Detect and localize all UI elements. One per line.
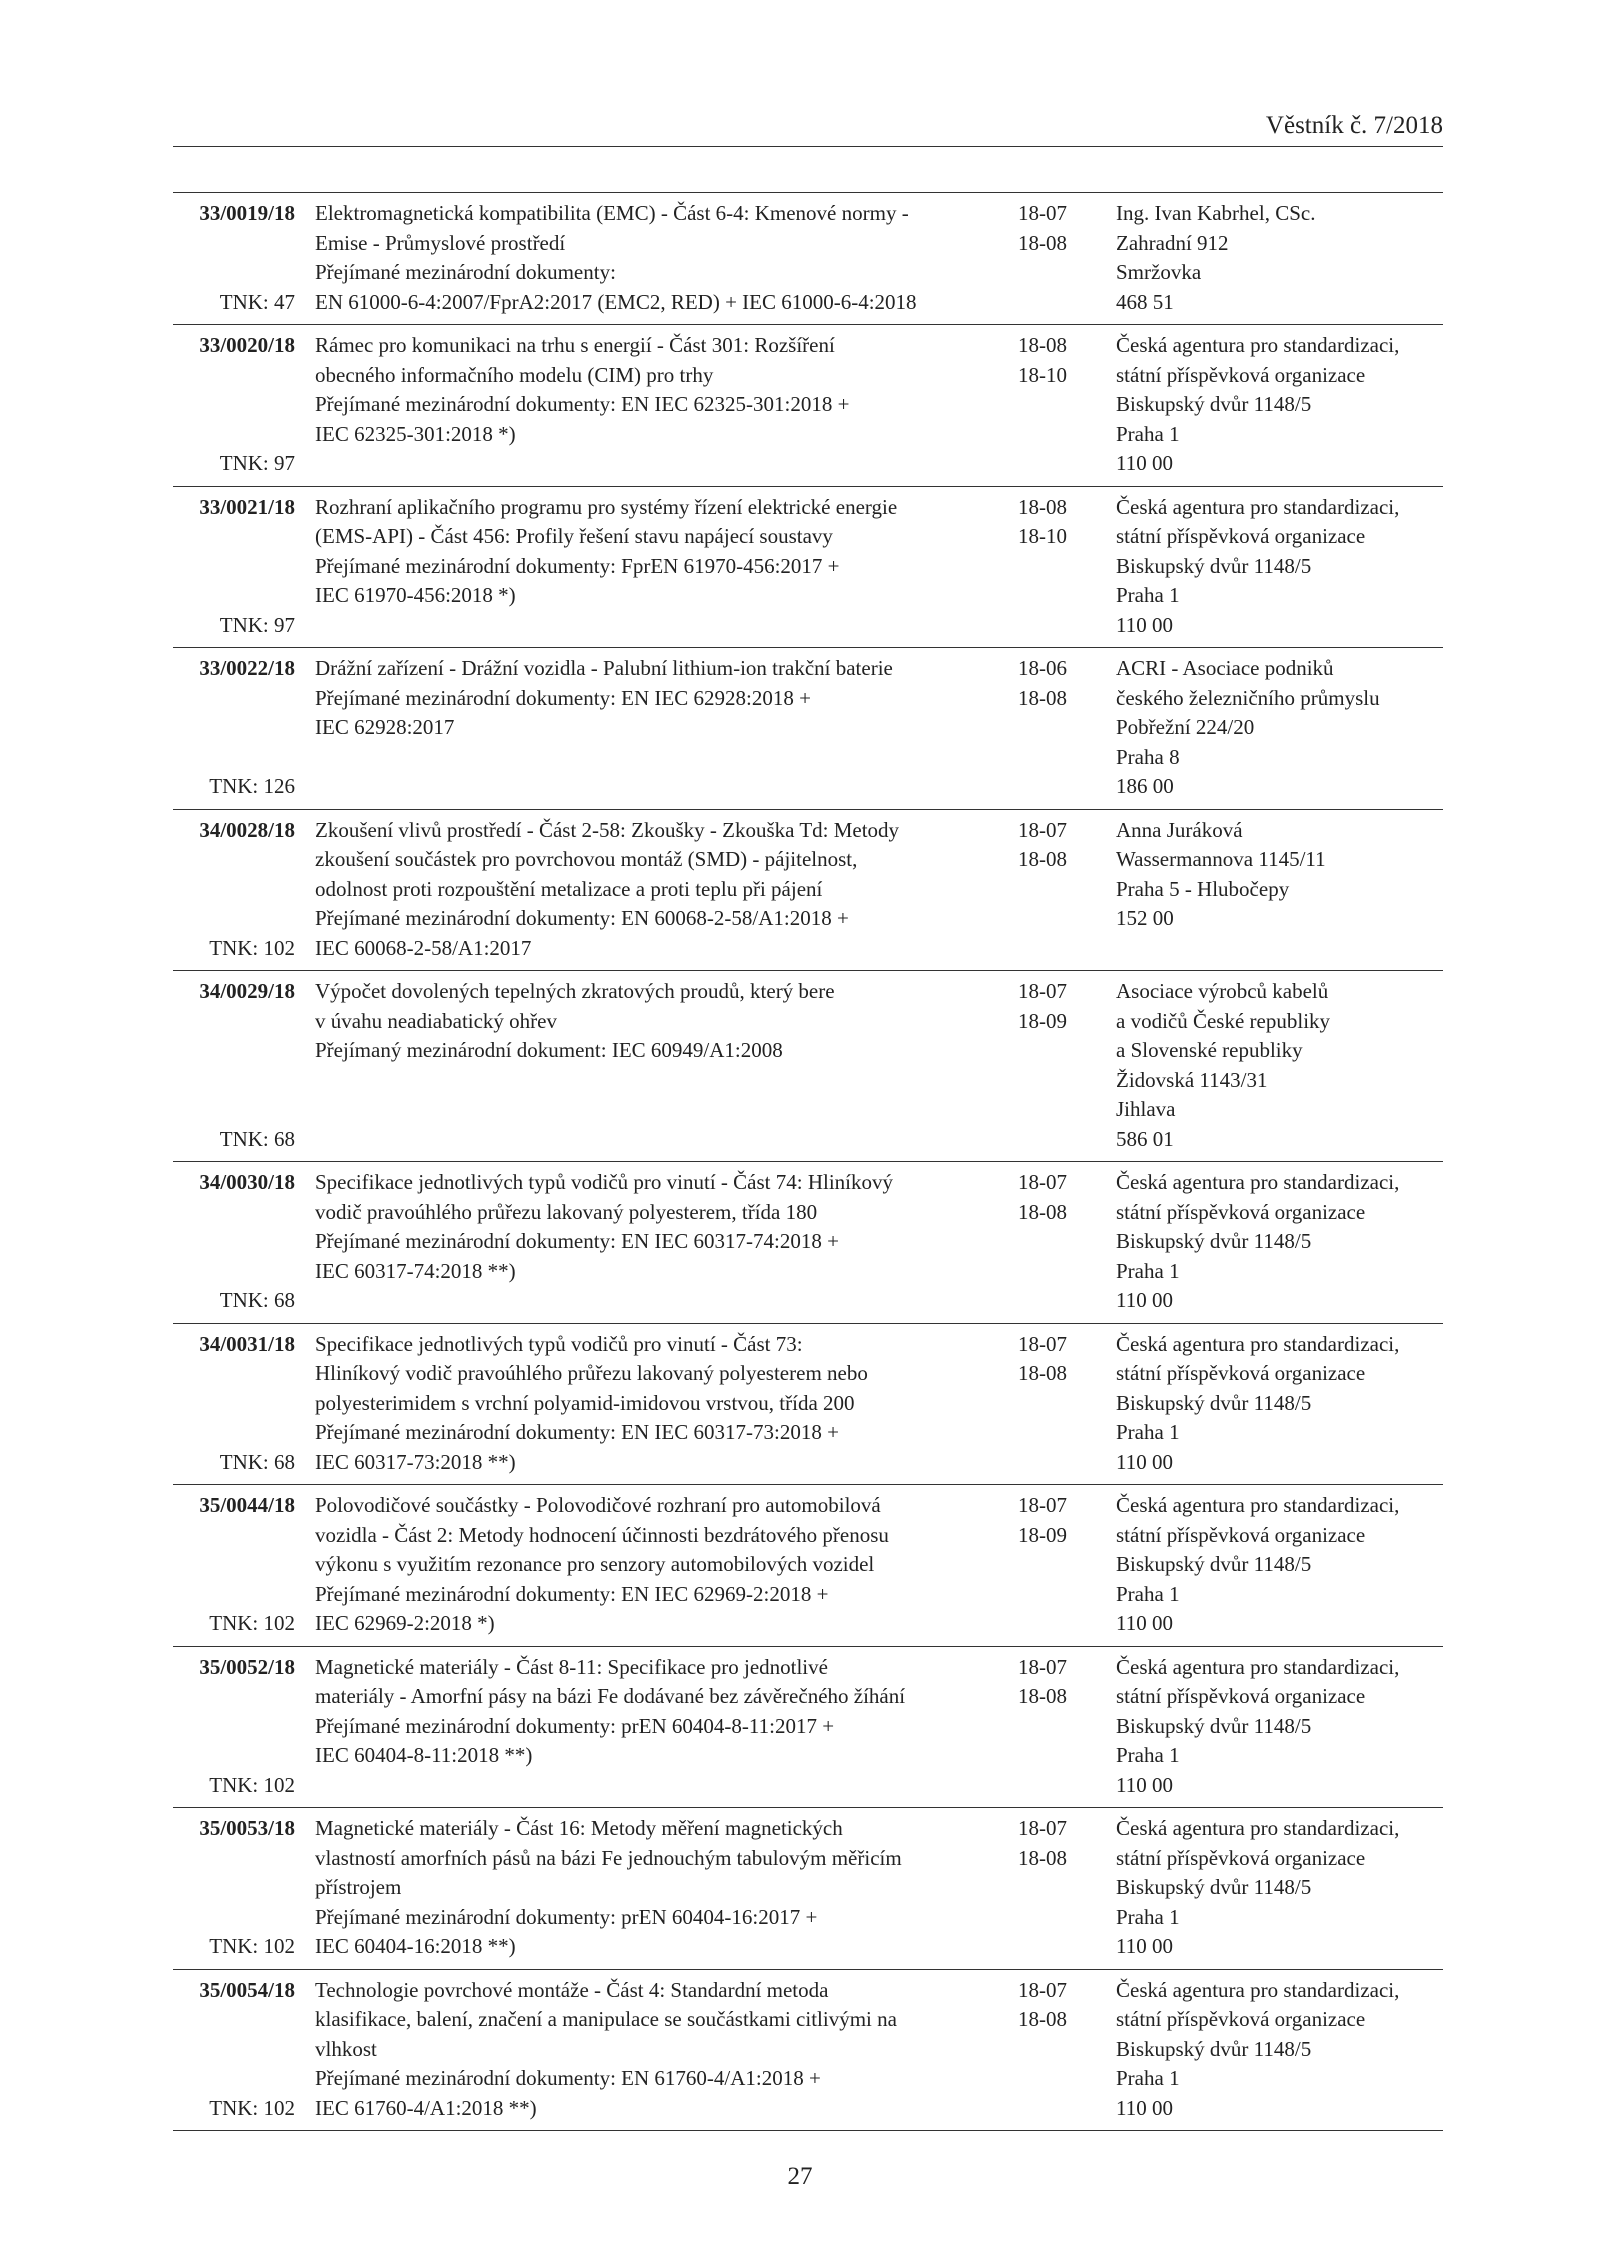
entry-date: 18-08 [1018, 1845, 1067, 1870]
entry-address-line: státní příspěvková organizace [1116, 1684, 1366, 1708]
entry-number: 34/0030/18 [199, 1170, 295, 1194]
entry-date: 18-08 [1018, 685, 1067, 710]
entry-id-cell [173, 1653, 305, 1801]
entry-title-line: Přejímané mezinárodní dokumenty: prEN 60404-16:2017 + [315, 1904, 818, 1929]
entry-processor-address [1110, 1976, 1443, 2124]
entry-title-line: odolnost proti rozpouštění metalizace a proti teplu při pájení [315, 876, 823, 901]
entry-address-line: Česká agentura pro standardizaci, [1116, 494, 1400, 519]
entry-address-line: Praha 1 [1116, 1904, 1180, 1929]
entry-address-line: Anna Juráková [1116, 817, 1243, 842]
entry-dates [1010, 1814, 1110, 1962]
entry-address-line: Česká agentura pro standardizaci, [1116, 1170, 1400, 1194]
entry-title-line: Rozhraní aplikačního programu pro systémy řízení elektrické energie [315, 494, 898, 519]
entry-address-line: Česká agentura pro standardizaci, [1116, 1977, 1400, 2002]
entry-address-line: státní příspěvková organizace [1116, 524, 1366, 548]
entry-title-line: EN 61000-6-4:2007/FprA2:2017 (EMC2, RED) + IEC 61000-6-4:2018 [315, 289, 917, 314]
entry-address-line: státní příspěvková organizace [1116, 1522, 1366, 1547]
table-row [173, 1323, 1443, 1485]
entry-address-line: Česká agentura pro standardizaci, [1116, 1654, 1400, 1679]
entry-date: 18-08 [1018, 1361, 1067, 1385]
standards-table [173, 192, 1443, 2131]
entry-processor-address [1110, 199, 1443, 317]
entry-title-line: Přejímané mezinárodní dokumenty: EN 60068-2-58/A1:2018 + [315, 906, 849, 930]
entry-title-line: vlhkost [315, 2036, 377, 2061]
entry-address-line: Praha 1 [1116, 1420, 1180, 1444]
entry-id-cell [173, 1491, 305, 1639]
entry-address-line: 468 51 [1116, 289, 1174, 314]
entry-address-line: Česká agentura pro standardizaci, [1116, 333, 1400, 357]
entry-title-line: Polovodičové součástky - Polovodičové rozhraní pro automobilová [315, 1493, 881, 1517]
entry-address-line: státní příspěvková organizace [1116, 1845, 1366, 1870]
entry-processor-address [1110, 1814, 1443, 1962]
entry-tnk: TNK: 102 [209, 1934, 295, 1958]
entry-address-line: 186 00 [1116, 774, 1174, 798]
table-row [173, 192, 1443, 324]
entry-title-line: IEC 60317-74:2018 **) [315, 1258, 516, 1283]
entry-id-cell [173, 1976, 305, 2124]
entry-tnk: TNK: 68 [219, 1126, 295, 1151]
entry-address-line: Zahradní 912 [1116, 230, 1229, 255]
page-header [173, 112, 1443, 147]
entry-dates [1010, 1491, 1110, 1639]
entry-tnk: TNK: 97 [219, 612, 295, 637]
entry-title [305, 331, 1010, 479]
entry-address-line: 110 00 [1116, 451, 1173, 475]
entry-address-line: Biskupský dvůr 1148/5 [1116, 1713, 1312, 1738]
entry-address-line: 110 00 [1116, 1772, 1173, 1797]
entry-address-line: ACRI - Asociace podniků [1116, 656, 1334, 680]
entry-title-line: polyesterimidem s vrchní polyamid-imidovou vrstvou, třída 200 [315, 1390, 855, 1415]
entry-dates [1010, 1330, 1110, 1478]
entry-date: 18-07 [1018, 1331, 1067, 1356]
entry-address-line: Židovská 1143/31 [1116, 1067, 1268, 1092]
entry-address-line: Biskupský dvůr 1148/5 [1116, 1552, 1312, 1576]
entry-number: 35/0044/18 [199, 1493, 295, 1517]
entry-title-line: výkonu s využitím rezonance pro senzory automobilových vozidel [315, 1552, 875, 1576]
entry-tnk: TNK: 102 [209, 1611, 295, 1635]
entry-title-line: IEC 62969-2:2018 *) [315, 1611, 495, 1635]
entry-title-line: IEC 61760-4/A1:2018 **) [315, 2095, 537, 2120]
entry-address-line: Praha 1 [1116, 1581, 1180, 1606]
entry-title-line: Přejímané mezinárodní dokumenty: FprEN 61970-456:2017 + [315, 553, 840, 578]
entry-address-line: Praha 1 [1116, 1743, 1180, 1767]
entry-title-line: klasifikace, balení, značení a manipulace se součástkami citlivými na [315, 2007, 897, 2031]
entry-address-line: státní příspěvková organizace [1116, 1361, 1366, 1385]
entry-title [305, 654, 1010, 802]
entry-number: 35/0052/18 [199, 1654, 295, 1679]
table-row [173, 970, 1443, 1161]
entry-address-line: 110 00 [1116, 1934, 1173, 1958]
entry-dates [1010, 493, 1110, 641]
entry-address-line: Česká agentura pro standardizaci, [1116, 1816, 1400, 1840]
entry-address-line: Ing. Ivan Kabrhel, CSc. [1116, 201, 1316, 225]
entry-address-line: Smržovka [1116, 260, 1202, 284]
entry-dates [1010, 1168, 1110, 1316]
entry-address-line: 110 00 [1116, 1611, 1173, 1635]
entry-title [305, 816, 1010, 964]
table-row [173, 647, 1443, 809]
entry-dates [1010, 199, 1110, 317]
entry-date: 18-07 [1018, 1493, 1067, 1517]
entry-number: 35/0054/18 [199, 1977, 295, 2002]
entry-processor-address [1110, 1330, 1443, 1478]
table-row [173, 1484, 1443, 1646]
entry-title-line: IEC 60068-2-58/A1:2017 [315, 935, 532, 960]
entry-title-line: Specifikace jednotlivých typů vodičů pro vinutí - Část 73: [315, 1331, 803, 1356]
entry-title-line: Přejímané mezinárodní dokumenty: [315, 260, 616, 284]
entry-title [305, 199, 1010, 317]
entry-date: 18-07 [1018, 817, 1067, 842]
entry-address-line: a vodičů České republiky [1116, 1008, 1331, 1033]
entry-date: 18-08 [1018, 847, 1067, 871]
entry-id-cell [173, 1330, 305, 1478]
table-row [173, 809, 1443, 971]
entry-number: 33/0021/18 [199, 494, 295, 519]
entry-address-line: státní příspěvková organizace [1116, 362, 1366, 387]
entry-processor-address [1110, 1491, 1443, 1639]
entry-id-cell [173, 1168, 305, 1316]
entry-title-line: Magnetické materiály - Část 8-11: Specifikace pro jednotlivé [315, 1654, 828, 1679]
entry-tnk: TNK: 97 [219, 451, 295, 475]
entry-date: 18-07 [1018, 201, 1067, 225]
entry-number: 35/0053/18 [199, 1816, 295, 1840]
entry-title-line: vodič pravoúhlého průřezu lakovaný polyesterem, třída 180 [315, 1199, 818, 1224]
entry-address-line: Asociace výrobců kabelů [1116, 979, 1329, 1003]
entry-title-line: obecného informačního modelu (CIM) pro trhy [315, 362, 714, 387]
entry-title-line: IEC 62325-301:2018 *) [315, 421, 516, 446]
entry-number: 33/0022/18 [199, 656, 295, 680]
entry-tnk: TNK: 102 [209, 2095, 295, 2120]
entry-address-line: Praha 1 [1116, 2066, 1180, 2090]
page-number: 27 [787, 2163, 813, 2190]
entry-tnk: TNK: 47 [219, 289, 295, 314]
entry-date: 18-08 [1018, 1199, 1067, 1224]
entry-address-line: státní příspěvková organizace [1116, 1199, 1366, 1224]
entry-title-line: (EMS-API) - Část 456: Profily řešení stavu napájecí soustavy [315, 524, 833, 548]
entry-date: 18-09 [1018, 1008, 1067, 1033]
entry-date: 18-07 [1018, 1977, 1067, 2002]
entry-dates [1010, 816, 1110, 964]
entry-title-line: Výpočet dovolených tepelných zkratových proudů, který bere [315, 979, 835, 1003]
entry-title [305, 1814, 1010, 1962]
publication-title: Věstník č. 7/2018 [1265, 112, 1443, 139]
entry-number: 34/0028/18 [199, 817, 295, 842]
entry-address-line: Praha 1 [1116, 1258, 1180, 1283]
entry-title-line: IEC 60404-16:2018 **) [315, 1934, 516, 1958]
entry-title [305, 977, 1010, 1154]
entry-processor-address [1110, 493, 1443, 641]
entry-address-line: Praha 1 [1116, 583, 1180, 607]
entry-id-cell [173, 1814, 305, 1962]
entry-title-line: Technologie povrchové montáže - Část 4: Standardní metoda [315, 1977, 829, 2002]
entry-id-cell [173, 331, 305, 479]
entry-date: 18-07 [1018, 1654, 1067, 1679]
entry-title-line: Přejímané mezinárodní dokumenty: EN IEC 62325-301:2018 + [315, 392, 850, 416]
entry-address-line: Biskupský dvůr 1148/5 [1116, 2036, 1312, 2061]
entry-address-line: Praha 1 [1116, 421, 1180, 446]
entry-title-line: Specifikace jednotlivých typů vodičů pro vinutí - Část 74: Hliníkový [315, 1170, 893, 1194]
entry-address-line: a Slovenské republiky [1116, 1038, 1303, 1062]
entry-title [305, 1653, 1010, 1801]
entry-dates [1010, 654, 1110, 802]
entry-address-line: Česká agentura pro standardizaci, [1116, 1331, 1400, 1356]
entry-processor-address [1110, 654, 1443, 802]
entry-date: 18-08 [1018, 333, 1067, 357]
entry-id-cell [173, 199, 305, 317]
entry-title-line: Přejímané mezinárodní dokumenty: EN IEC 62969-2:2018 + [315, 1581, 829, 1606]
entry-address-line: českého železničního průmyslu [1116, 685, 1380, 710]
entry-address-line: 110 00 [1116, 2095, 1173, 2120]
entry-processor-address [1110, 1653, 1443, 1801]
entry-date: 18-10 [1018, 524, 1067, 548]
entry-date: 18-08 [1018, 494, 1067, 519]
entry-date: 18-08 [1018, 230, 1067, 255]
entry-date: 18-08 [1018, 2007, 1067, 2031]
entry-dates [1010, 1653, 1110, 1801]
entry-processor-address [1110, 331, 1443, 479]
entry-number: 33/0020/18 [199, 333, 295, 357]
entry-title-line: materiály - Amorfní pásy na bázi Fe dodávané bez závěrečného žíhání [315, 1684, 906, 1708]
entry-title-line: vlastností amorfních pásů na bázi Fe jednouchým tabulovým měřicím [315, 1845, 902, 1870]
entry-address-line: Wassermannova 1145/11 [1116, 847, 1326, 871]
entry-processor-address [1110, 1168, 1443, 1316]
entry-title-line: Přejímané mezinárodní dokumenty: EN IEC 60317-73:2018 + [315, 1420, 839, 1444]
entry-title-line: Přejímané mezinárodní dokumenty: EN IEC 60317-74:2018 + [315, 1229, 839, 1253]
entry-address-line: 110 00 [1116, 612, 1173, 637]
entry-address-line: 152 00 [1116, 906, 1174, 930]
entry-title-line: vozidla - Část 2: Metody hodnocení účinnosti bezdrátového přenosu [315, 1522, 889, 1547]
table-row [173, 324, 1443, 486]
entry-title-line: Přejímané mezinárodní dokumenty: EN 61760-4/A1:2018 + [315, 2066, 821, 2090]
entry-title-line: IEC 62928:2017 [315, 715, 455, 739]
entry-address-line: 110 00 [1116, 1288, 1173, 1312]
entry-tnk: TNK: 102 [209, 935, 295, 960]
entry-address-line: Biskupský dvůr 1148/5 [1116, 392, 1312, 416]
entry-tnk: TNK: 126 [209, 774, 295, 798]
entry-title [305, 1491, 1010, 1639]
entry-address-line: 110 00 [1116, 1449, 1173, 1474]
entry-address-line: Biskupský dvůr 1148/5 [1116, 1875, 1312, 1899]
entry-title [305, 1330, 1010, 1478]
entry-title-line: Přejímaný mezinárodní dokument: IEC 60949/A1:2008 [315, 1038, 783, 1062]
entry-date: 18-07 [1018, 979, 1067, 1003]
entry-address-line: státní příspěvková organizace [1116, 2007, 1366, 2031]
table-row [173, 1161, 1443, 1323]
entry-title-line: Magnetické materiály - Část 16: Metody měření magnetických [315, 1816, 843, 1840]
entry-title-line: Emise - Průmyslové prostředí [315, 230, 566, 255]
entry-title-line: Elektromagnetická kompatibilita (EMC) - Část 6-4: Kmenové normy - [315, 201, 909, 225]
entry-id-cell [173, 816, 305, 964]
entry-title-line: IEC 60317-73:2018 **) [315, 1449, 516, 1474]
entry-date: 18-09 [1018, 1522, 1067, 1547]
entry-tnk: TNK: 102 [209, 1772, 295, 1797]
table-row [173, 1646, 1443, 1808]
table-row [173, 1969, 1443, 2132]
entry-id-cell [173, 654, 305, 802]
entry-address-line: Pobřežní 224/20 [1116, 715, 1255, 739]
entry-title-line: Rámec pro komunikaci na trhu s energií - Část 301: Rozšíření [315, 333, 835, 357]
entry-date: 18-06 [1018, 656, 1067, 680]
table-row [173, 1807, 1443, 1969]
entry-address-line: 586 01 [1116, 1126, 1174, 1151]
entry-date: 18-07 [1018, 1170, 1067, 1194]
entry-id-cell [173, 977, 305, 1154]
entry-address-line: Biskupský dvůr 1148/5 [1116, 1390, 1312, 1415]
entry-number: 34/0029/18 [199, 979, 295, 1003]
entry-address-line: Praha 8 [1116, 744, 1180, 769]
entry-title-line: přístrojem [315, 1875, 402, 1899]
entry-title-line: Přejímané mezinárodní dokumenty: EN IEC 62928:2018 + [315, 685, 811, 710]
entry-address-line: Biskupský dvůr 1148/5 [1116, 553, 1312, 578]
entry-title [305, 493, 1010, 641]
entry-address-line: Jihlava [1116, 1097, 1176, 1121]
entry-processor-address [1110, 977, 1443, 1154]
entry-title-line: Hliníkový vodič pravoúhlého průřezu lakovaný polyesterem nebo [315, 1361, 868, 1385]
entry-title-line: Drážní zařízení - Drážní vozidla - Palubní lithium-ion trakční baterie [315, 656, 893, 680]
entry-date: 18-10 [1018, 362, 1067, 387]
entry-title-line: zkoušení součástek pro povrchovou montáž (SMD) - pájitelnost, [315, 847, 858, 871]
entry-dates [1010, 1976, 1110, 2124]
entry-date: 18-08 [1018, 1684, 1067, 1708]
entry-id-cell [173, 493, 305, 641]
entry-title-line: IEC 60404-8-11:2018 **) [315, 1743, 533, 1767]
entry-number: 33/0019/18 [199, 201, 295, 225]
entry-address-line: Biskupský dvůr 1148/5 [1116, 1229, 1312, 1253]
entry-title-line: Přejímané mezinárodní dokumenty: prEN 60404-8-11:2017 + [315, 1713, 835, 1738]
entry-title-line: Zkoušení vlivů prostředí - Část 2-58: Zkoušky - Zkouška Td: Metody [315, 817, 900, 842]
entry-processor-address [1110, 816, 1443, 964]
entry-dates [1010, 331, 1110, 479]
entry-title [305, 1168, 1010, 1316]
entry-title-line: IEC 61970-456:2018 *) [315, 583, 516, 607]
table-row [173, 486, 1443, 648]
entry-number: 34/0031/18 [199, 1331, 295, 1356]
entry-date: 18-07 [1018, 1816, 1067, 1840]
entry-tnk: TNK: 68 [219, 1288, 295, 1312]
entry-title [305, 1976, 1010, 2124]
entry-tnk: TNK: 68 [219, 1449, 295, 1474]
entry-address-line: Česká agentura pro standardizaci, [1116, 1493, 1400, 1517]
entry-dates [1010, 977, 1110, 1154]
entry-address-line: Praha 5 - Hlubočepy [1116, 876, 1290, 901]
entry-title-line: v úvahu neadiabatický ohřev [315, 1008, 557, 1033]
